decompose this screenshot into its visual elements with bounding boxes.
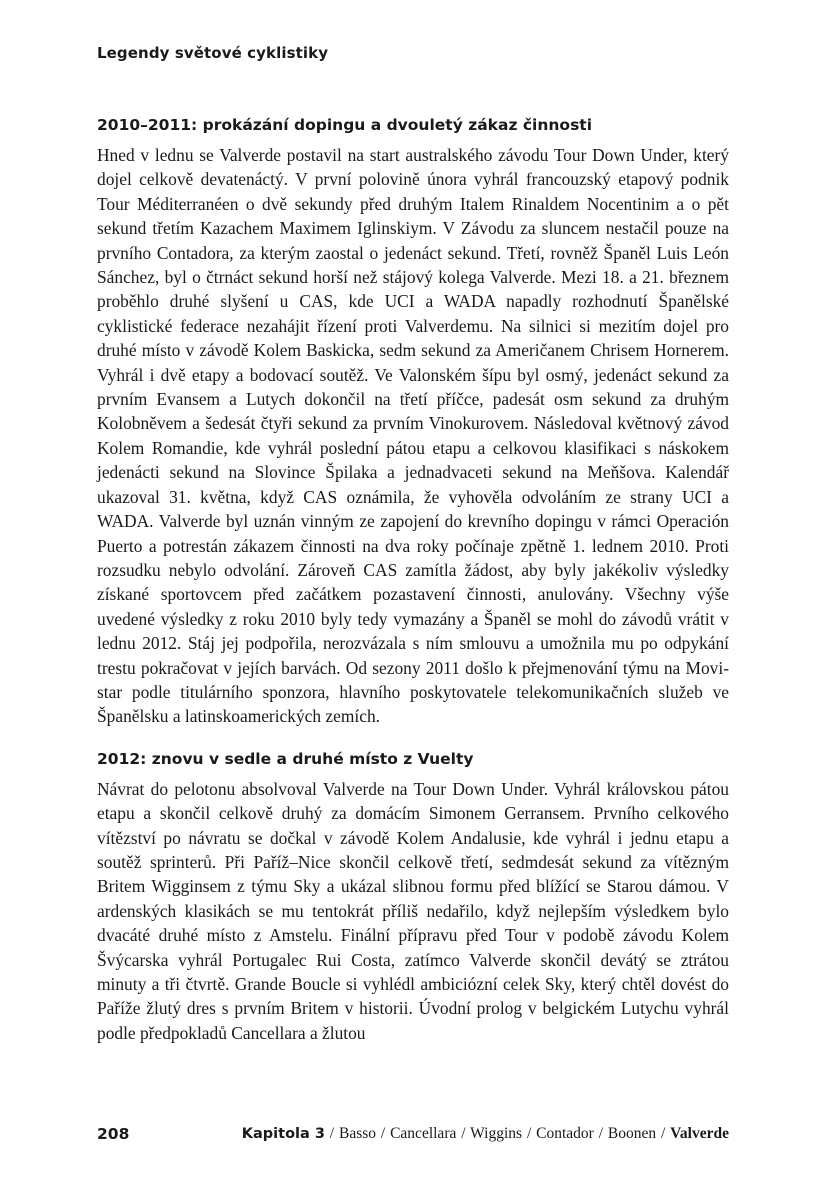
section-paragraph-2010-2011: Hned v lednu se Valverde postavil na start australského závodu Tour Down Under, který dojel celkově devatenáctý. V první polovině února vyhrál francouzský etapový podnik Tour Méditerranéen o dvě sekundy před druhým Italem Rinaldem Nocentinim a o pět sekund třetím Kazachem Maximem Iglinskiym. V Závodu za sluncem nestačil pouze na prvního Contadora, za kterým zaostal o jedenáct sekund. Třetí, rovněž Španěl Luis León Sánchez, byl o čtrnáct sekund horší než stájový kolega Valverde. Mezi 18. a 21. březnem proběhlo druhé slyšení u CAS, kde UCI a WADA napadly rozhodnutí Španělské cyklistické federace nezahájit řízení proti Valverdemu. Na silnici si mezitím dojel pro druhé místo v závodě Kolem Baskicka, sedm sekund za Američanem Chrisem Hornerem. Vyhrál i dvě etapy a bodovací soutěž. Ve Valonském šípu byl osmý, jedenáct sekund za prvním Evansem a Lutych dokončil na třetí příčce, padesát osm sekund za druhým Kolobněvem a šedesát čtyři sekund za prvním Vinokurovem. Následoval květnový závod Kolem Romandie, kde vyhrál poslední pátou etapu a celkovou klasifikaci s náskokem jedenácti sekund na Slovince Špilaka a jednadvaceti sekund na Meňšova. Kalendář ukazoval 31. května, když CAS oznámila, že vyhověla odvoláním ze strany UCI a WADA. Valverde byl uznán vinným ze zapojení do krevního dopingu v rámci Operación Puerto a potrestán zákazem činnosti na dva roky počínaje zpětně 1. lednem 2010. Proti rozsudku nebylo odvolání. Zároveň CAS zamítla žádost, aby byly jakékoliv výsledky získané sportovcem před začátkem pozastavení činnosti, anulovány. Všechny výše uvedené výsledky z roku 2010 byly tedy vymazány a Španěl se mohl do závodů vrátit v lednu 2012. Stáj jej podpořila, nerozvázala s ním smlouvu a umožnila mu po odpykání trestu pokračovat v jejích barvách. Od sezony 2011 došlo k přejmenování týmu na Movistar podle titulárního sponzora, hlavního poskytovatele telekomunikačních služeb ve Španělsku a latinskoamerických zemích.	[97, 145, 729, 727]
page-number: 208	[97, 1125, 130, 1143]
chapter-line	[242, 1125, 729, 1143]
separator: /	[526, 1125, 532, 1142]
separator: /	[380, 1125, 386, 1142]
section-heading-2010-2011: 2010–2011: prokázání dopingu a dvouletý zákaz činnosti	[97, 116, 593, 134]
separator: /	[660, 1125, 666, 1142]
chapter-name: Contador	[536, 1125, 594, 1142]
separator: /	[329, 1125, 335, 1142]
section-heading-2012: 2012: znovu v sedle a druhé místo z Vuelty	[97, 749, 474, 768]
page-footer	[97, 1125, 729, 1149]
running-head: Legendy světové cyklistiky	[97, 44, 329, 62]
section-paragraph-2012: Návrat do pelotonu absolvoval Valverde na Tour Down Under. Vyhrál královskou pátou etapu a skončil celkově druhý za domácím Simonem Gerransem. Prvního celkového vítězství po návratu se dočkal v závodě Kolem Andalusie, kde vyhrál i jednu etapu a soutěž sprinterů. Při Paříž–Nice skončil celkově třetí, sedmdesát sekund za vítězným Britem Wigginsem z týmu Sky a ukázal slibnou formu před blížící se Starou dámou. V ardenských klasikách se mu tentokrát příliš nedařilo, když nejlepším výsledkem bylo dvacáté druhé místo z Amstelu. Finální přípravu před Tour v podobě závodu Kolem Švýcarska vyhrál Portugalec Rui Costa, zatímco Valverde skončil devátý se ztrátou minuty a tři čtvrtě. Grande Boucle si vyhlédl ambiciózní celek Sky, který chtěl dovést do Paříže žlutý dres s prvním Britem v historii. Úvodní prolog v belgickém Lutychu vyhrál podle předpokladů Cancellara a žlutou	[97, 778, 729, 1043]
chapter-name: Basso	[338, 1125, 377, 1142]
separator: /	[598, 1125, 603, 1142]
page-body	[97, 113, 729, 1045]
chapter-name: Cancellara	[390, 1125, 457, 1142]
chapter-name: Boonen	[607, 1125, 657, 1142]
chapter-label: Kapitola 3	[241, 1126, 325, 1142]
chapter-name: Wiggins	[470, 1125, 523, 1142]
chapter-name-current: Valverde	[670, 1125, 729, 1142]
separator: /	[461, 1125, 466, 1142]
